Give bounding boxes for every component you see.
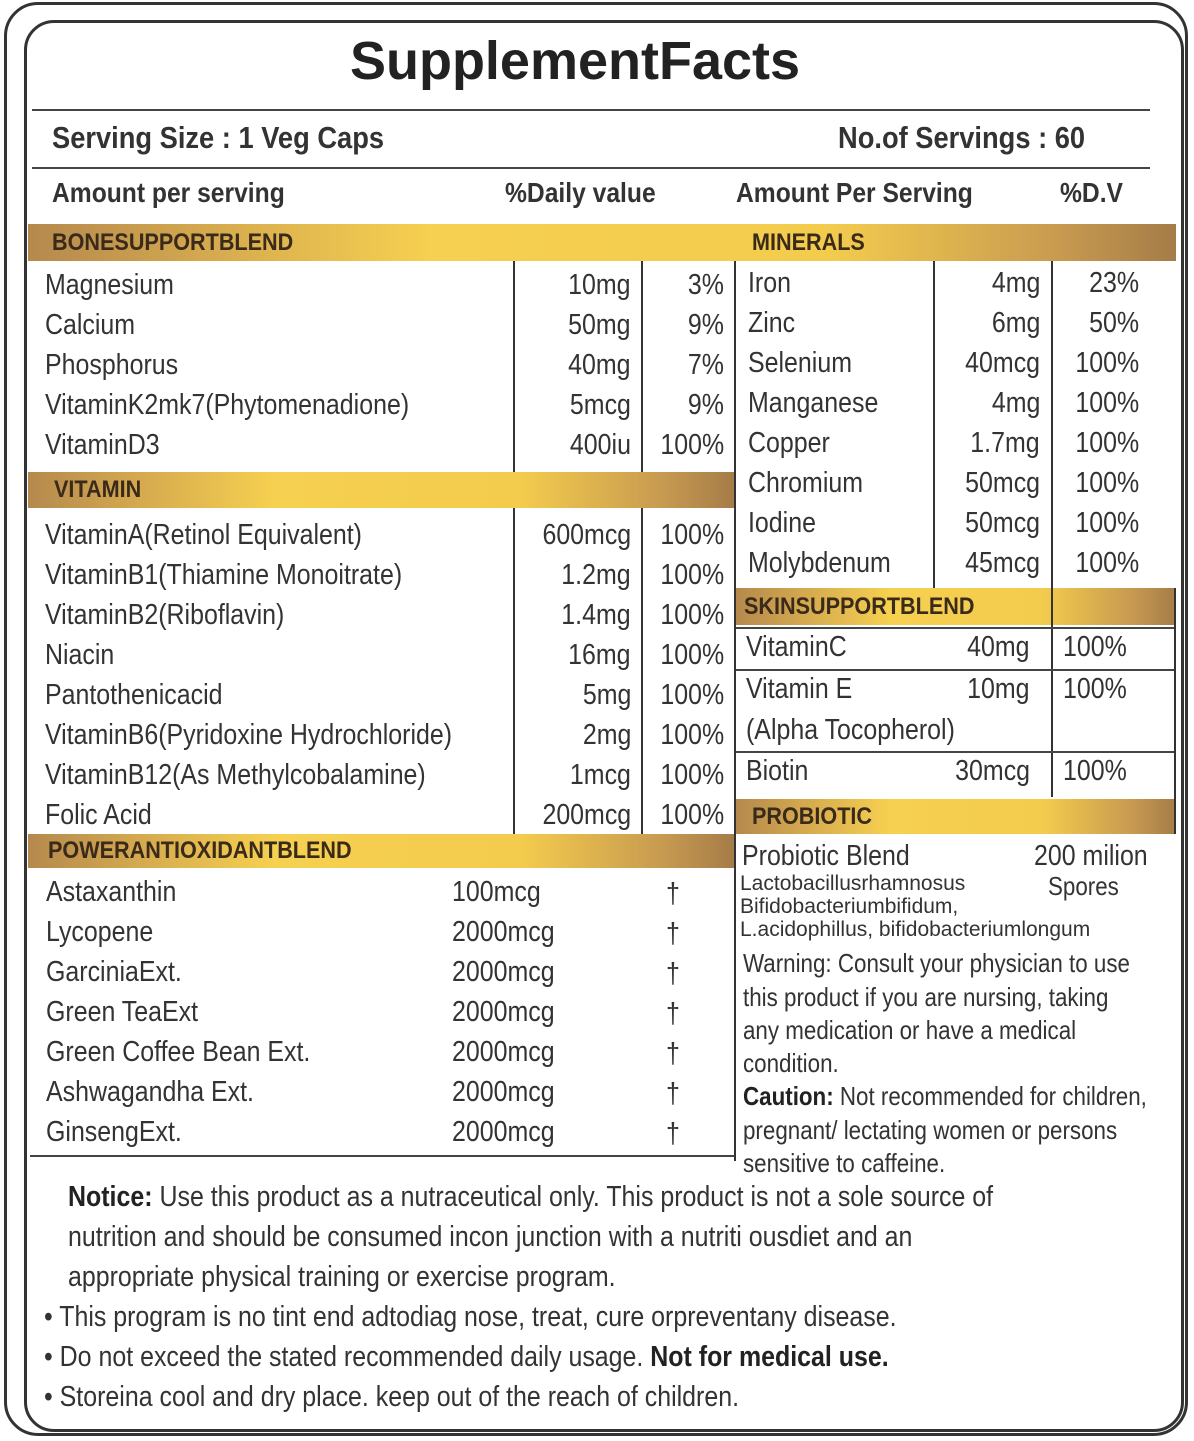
skin-row-name: Biotin — [746, 755, 809, 787]
probiotic-strain: L.acidophillus, bifidobacteriumlongum — [740, 918, 1091, 941]
bone_blend-row-amount: 10mg — [568, 269, 631, 301]
probiotic-unit: Spores — [1048, 871, 1119, 901]
band-bone-minerals — [28, 224, 1176, 261]
minerals-title: MINERALS — [752, 228, 865, 256]
vitamin-row-amount: 200mcg — [542, 799, 631, 831]
antioxidant-row-name: Ashwagandha Ext. — [46, 1076, 254, 1108]
bone_blend-row-dv: 9% — [687, 389, 724, 421]
antioxidant-row-amount: 2000mcg — [452, 996, 555, 1028]
notice-line — [68, 1183, 993, 1212]
vitamin-row-amount: 1.2mg — [561, 559, 631, 591]
antioxidant-row-dv: † — [666, 1038, 680, 1070]
minerals-row-name: Selenium — [748, 347, 852, 379]
antioxidant-row-name: Green TeaExt — [46, 996, 199, 1028]
bone_blend-row-name: Calcium — [45, 309, 136, 341]
probiotic-blend-name: Probiotic Blend — [742, 840, 910, 872]
minerals-row-dv: 100% — [1075, 347, 1139, 379]
caution-line: sensitive to caffeine. — [743, 1148, 946, 1178]
vitamin-row-dv: 100% — [660, 559, 724, 591]
band-antioxidant — [28, 834, 734, 868]
vitamin-row-name: VitaminA(Retinol Equivalent) — [45, 519, 362, 551]
minerals-row-amount: 50mcg — [965, 467, 1040, 499]
minerals-row-dv: 50% — [1089, 307, 1139, 339]
vitamin-row-name: VitaminB6(Pyridoxine Hydrochloride) — [45, 719, 453, 751]
vitamin-row-dv: 100% — [660, 599, 724, 631]
header-amount-right: Amount Per Serving — [736, 177, 973, 208]
vitamin-row-name: VitaminB2(Riboflavin) — [45, 599, 285, 631]
bullet-bold-text: Not for medical use. — [650, 1341, 889, 1373]
antioxidant-row-dv: † — [666, 958, 680, 990]
skin-row-dv: 100% — [1063, 673, 1127, 705]
bullet-item: • Do not exceed the stated recommended daily usage. Not for medical use. — [44, 1341, 889, 1373]
skin-row-name: VitaminC — [746, 631, 847, 663]
serving-size: Serving Size : 1 Veg Caps — [52, 120, 385, 155]
vitamin-row-name: VitaminB1(Thiamine Monoitrate) — [45, 559, 403, 591]
vitamin-row-dv: 100% — [660, 679, 724, 711]
skin-row-dv: 100% — [1063, 755, 1127, 787]
antioxidant-row-dv: † — [666, 1118, 680, 1150]
divider — [736, 627, 1176, 629]
servings-count: No.of Servings : 60 — [838, 120, 1086, 155]
antioxidant-row-dv: † — [666, 918, 680, 950]
vitamin-row-dv: 100% — [660, 519, 724, 551]
skin-row-dv: 100% — [1063, 631, 1127, 663]
antioxidant-title: POWERANTIOXIDANTBLEND — [48, 837, 352, 864]
bone_blend-row-dv: 3% — [687, 269, 724, 301]
minerals-row-name: Zinc — [748, 307, 796, 339]
notice-line: appropriate physical training or exercise program. — [68, 1261, 616, 1293]
vitamin-row-dv: 100% — [660, 759, 724, 791]
minerals-row-dv: 100% — [1075, 507, 1139, 539]
minerals-row-dv: 100% — [1075, 427, 1139, 459]
antioxidant-row-amount: 2000mcg — [452, 1116, 555, 1148]
divider — [641, 261, 643, 472]
minerals-row-amount: 6mg — [991, 307, 1040, 339]
antioxidant-row-name: GinsengExt. — [46, 1116, 182, 1148]
minerals-row-name: Manganese — [748, 387, 879, 419]
skin-blend-title: SKINSUPPORTBLEND — [744, 592, 975, 620]
antioxidant-row-name: Astaxanthin — [46, 876, 177, 908]
band-vitamin — [28, 472, 734, 508]
divider — [734, 261, 736, 1161]
skin-row-amount: 30mcg — [955, 755, 1030, 787]
antioxidant-row-amount: 2000mcg — [452, 1076, 555, 1108]
minerals-row-name: Iodine — [748, 507, 816, 539]
minerals-row-dv: 23% — [1089, 267, 1139, 299]
header-dv-left: %Daily value — [505, 177, 656, 208]
divider — [32, 109, 1150, 111]
divider — [30, 1155, 735, 1157]
notice-line: nutrition and should be consumed incon junction with a nutriti ousdiet and an — [68, 1221, 913, 1253]
probiotic-strain: Bifidobacteriumbifidum, — [740, 895, 959, 918]
bone-blend-title: BONESUPPORTBLEND — [52, 228, 294, 256]
antioxidant-row-dv: † — [666, 1078, 680, 1110]
vitamin-row-name: Pantothenicacid — [45, 679, 223, 711]
bone_blend-row-name: VitaminD3 — [45, 429, 160, 461]
bone_blend-row-dv: 9% — [687, 309, 724, 341]
antioxidant-row-amount: 2000mcg — [452, 916, 555, 948]
bone_blend-row-name: Phosphorus — [45, 349, 179, 381]
antioxidant-row-amount: 2000mcg — [452, 1036, 555, 1068]
antioxidant-row-name: Green Coffee Bean Ext. — [46, 1036, 311, 1068]
bone_blend-row-name: VitaminK2mk7(Phytomenadione) — [45, 389, 410, 421]
vitamin-row-dv: 100% — [660, 719, 724, 751]
notice-text: Use this product as a nutraceutical only. This product is not a sole source of — [152, 1181, 994, 1213]
vitamin-row-amount: 16mg — [568, 639, 631, 671]
bone_blend-row-amount: 400iu — [569, 429, 631, 461]
minerals-row-amount: 50mcg — [965, 507, 1040, 539]
probiotic-title: PROBIOTIC — [752, 802, 873, 830]
divider — [736, 751, 1176, 753]
caution-line — [743, 1083, 1147, 1109]
vitamin-row-amount: 1mcg — [570, 759, 631, 791]
warning-line: Warning: Consult your physician to use — [743, 948, 1130, 978]
notice-label: Notice: — [68, 1181, 153, 1213]
minerals-row-amount: 4mg — [991, 267, 1040, 299]
bullet-item: • This program is no tint end adtodiag nose, treat, cure orpreventany disease. — [44, 1301, 897, 1333]
vitamin-row-name: Folic Acid — [45, 799, 152, 831]
divider — [641, 508, 643, 834]
minerals-row-name: Iron — [748, 267, 791, 299]
probiotic-amount: 200 milion — [1034, 840, 1148, 872]
warning-line: any medication or have a medical — [743, 1015, 1077, 1045]
vitamin-row-dv: 100% — [660, 799, 724, 831]
bone_blend-row-dv: 7% — [687, 349, 724, 381]
minerals-row-dv: 100% — [1075, 467, 1139, 499]
vitamin-row-amount: 5mg — [582, 679, 631, 711]
probiotic-strain: Lactobacillusrhamnosus — [740, 872, 966, 895]
band-probiotic — [736, 799, 1176, 834]
vitamin-row-amount: 1.4mg — [561, 599, 631, 631]
minerals-row-amount: 4mg — [991, 387, 1040, 419]
band-skin — [736, 588, 1176, 625]
antioxidant-row-dv: † — [666, 878, 680, 910]
caution-label: Caution: — [743, 1081, 834, 1111]
minerals-row-amount: 1.7mg — [970, 427, 1040, 459]
divider — [1174, 588, 1176, 834]
minerals-row-name: Chromium — [748, 467, 864, 499]
label-title: SupplementFacts — [349, 31, 801, 91]
minerals-row-name: Copper — [748, 427, 830, 459]
caution-text: Not recommended for children, — [833, 1081, 1147, 1111]
bullet-text: Do not exceed the stated recommended daily usage. — [59, 1341, 651, 1373]
vitamin-row-name: VitaminB12(As Methylcobalamine) — [45, 759, 426, 791]
minerals-row-name: Molybdenum — [748, 547, 891, 579]
vitamin-row-amount: 600mcg — [542, 519, 631, 551]
bone_blend-row-dv: 100% — [660, 429, 724, 461]
divider — [1051, 588, 1053, 797]
skin-row-amount: 40mg — [967, 631, 1030, 663]
minerals-row-amount: 40mcg — [965, 347, 1040, 379]
caution-line: pregnant/ lectating women or persons — [743, 1115, 1118, 1145]
divider — [1051, 261, 1053, 588]
bullet-text: This program is no tint end adtodiag nose, treat, cure orpreventany disease. — [59, 1301, 897, 1333]
vitamin-row-name: Niacin — [45, 639, 115, 671]
divider — [32, 167, 1150, 169]
bone_blend-row-amount: 5mcg — [570, 389, 631, 421]
bone_blend-row-name: Magnesium — [45, 269, 174, 301]
skin-row-amount: 10mg — [967, 673, 1030, 705]
skin-row-name: Vitamin E — [746, 673, 853, 705]
antioxidant-row-dv: † — [666, 998, 680, 1030]
bone_blend-row-amount: 40mg — [568, 349, 631, 381]
divider — [933, 261, 935, 588]
divider — [513, 261, 515, 472]
antioxidant-row-amount: 100mcg — [452, 876, 541, 908]
header-dv-right: %D.V — [1060, 177, 1123, 208]
vitamin-title: VITAMIN — [54, 476, 142, 503]
skin-row-subname: (Alpha Tocopherol) — [746, 714, 955, 746]
minerals-row-amount: 45mcg — [965, 547, 1040, 579]
divider — [736, 669, 1176, 671]
bullet-item: • Storeina cool and dry place. keep out of the reach of children. — [44, 1381, 740, 1413]
vitamin-row-dv: 100% — [660, 639, 724, 671]
bone_blend-row-amount: 50mg — [568, 309, 631, 341]
minerals-row-dv: 100% — [1075, 387, 1139, 419]
antioxidant-row-name: GarciniaExt. — [46, 956, 182, 988]
warning-line: condition. — [743, 1048, 839, 1078]
divider — [513, 508, 515, 834]
warning-line: this product if you are nursing, taking — [743, 982, 1109, 1012]
vitamin-row-amount: 2mg — [582, 719, 631, 751]
minerals-row-dv: 100% — [1075, 547, 1139, 579]
header-amount-left: Amount per serving — [52, 177, 285, 208]
antioxidant-row-amount: 2000mcg — [452, 956, 555, 988]
antioxidant-row-name: Lycopene — [46, 916, 154, 948]
bullet-text: Storeina cool and dry place. keep out of the reach of children. — [59, 1381, 740, 1413]
